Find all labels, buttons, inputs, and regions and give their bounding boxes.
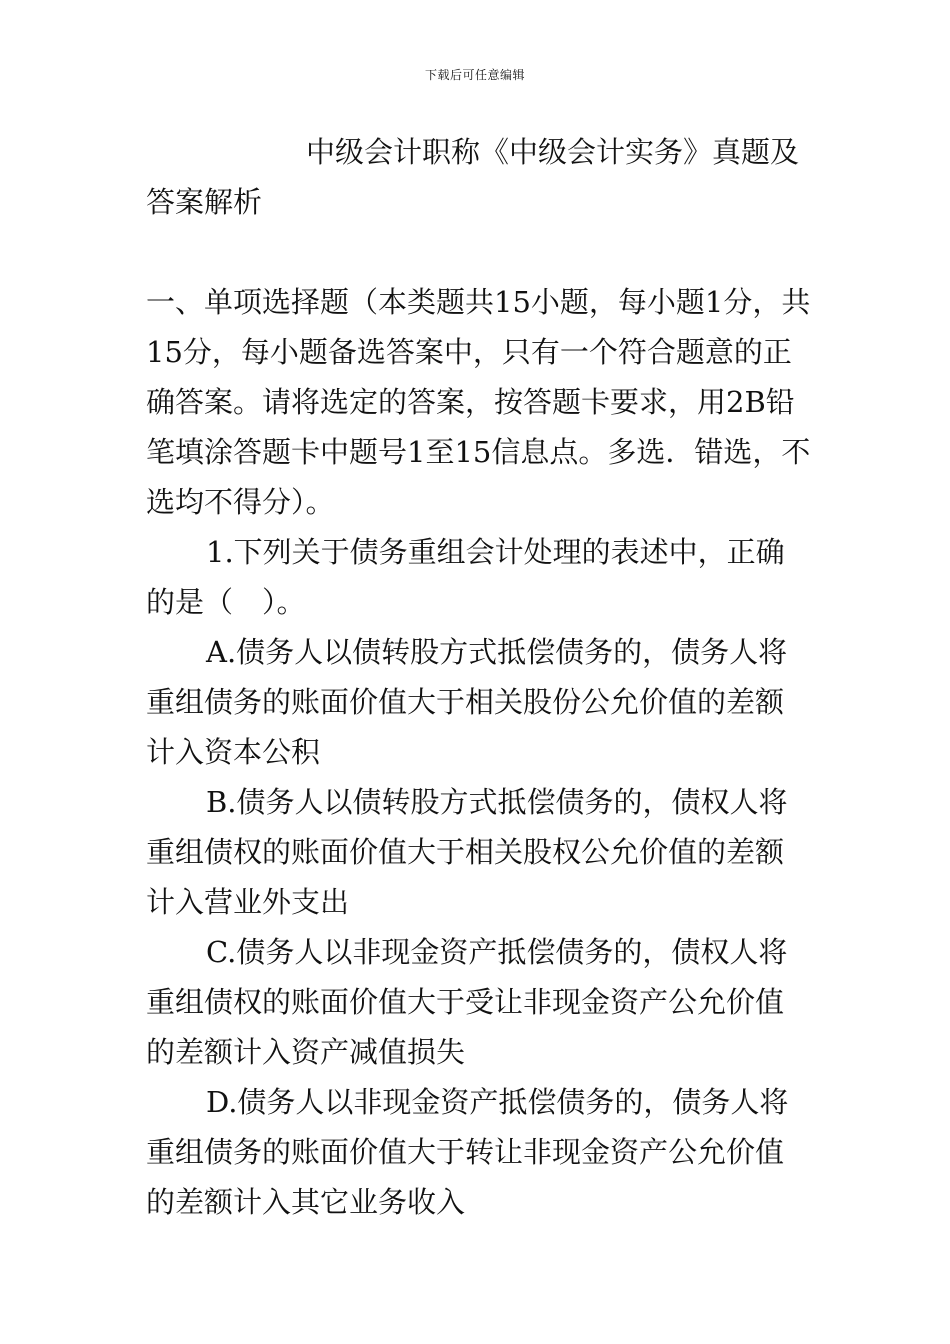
question-stem: 1.下列关于债务重组会计处理的表述中，正确的是（ ）。 xyxy=(146,535,785,619)
question-option-b: B.债务人以债转股方式抵偿债务的，债权人将重组债权的账面价值大于相关股权公允价值的差额计入营业外支出 xyxy=(146,785,788,919)
question-option-d: D.债务人以非现金资产抵偿债务的，债务人将重组债务的账面价值大于转让非现金资产公允价值的差额计入其它业务收入 xyxy=(146,1085,789,1219)
question-option-c: C.债务人以非现金资产抵偿债务的，债权人将重组债权的账面价值大于受让非现金资产公允价值的差额计入资产减值损失 xyxy=(146,935,788,1069)
header-note: 下载后可任意编辑 xyxy=(424,68,525,82)
document-body xyxy=(146,127,811,1227)
section-heading: 一、单项选择题（本类题共15小题，每小题1分，共15分，每小题备选答案中，只有一个符合题意的正确答案。请将选定的答案，按答题卡要求，用2B铅笔填涂答题卡中题号1至15信息点。多选．错选，不选均不得分）。 xyxy=(146,285,811,519)
document-title: 中级会计职称《中级会计实务》真题及答案解析 xyxy=(146,135,800,219)
question-option-a: A.债务人以债转股方式抵偿债务的，债务人将重组债务的账面价值大于相关股份公允价值的差额计入资本公积 xyxy=(146,635,788,769)
